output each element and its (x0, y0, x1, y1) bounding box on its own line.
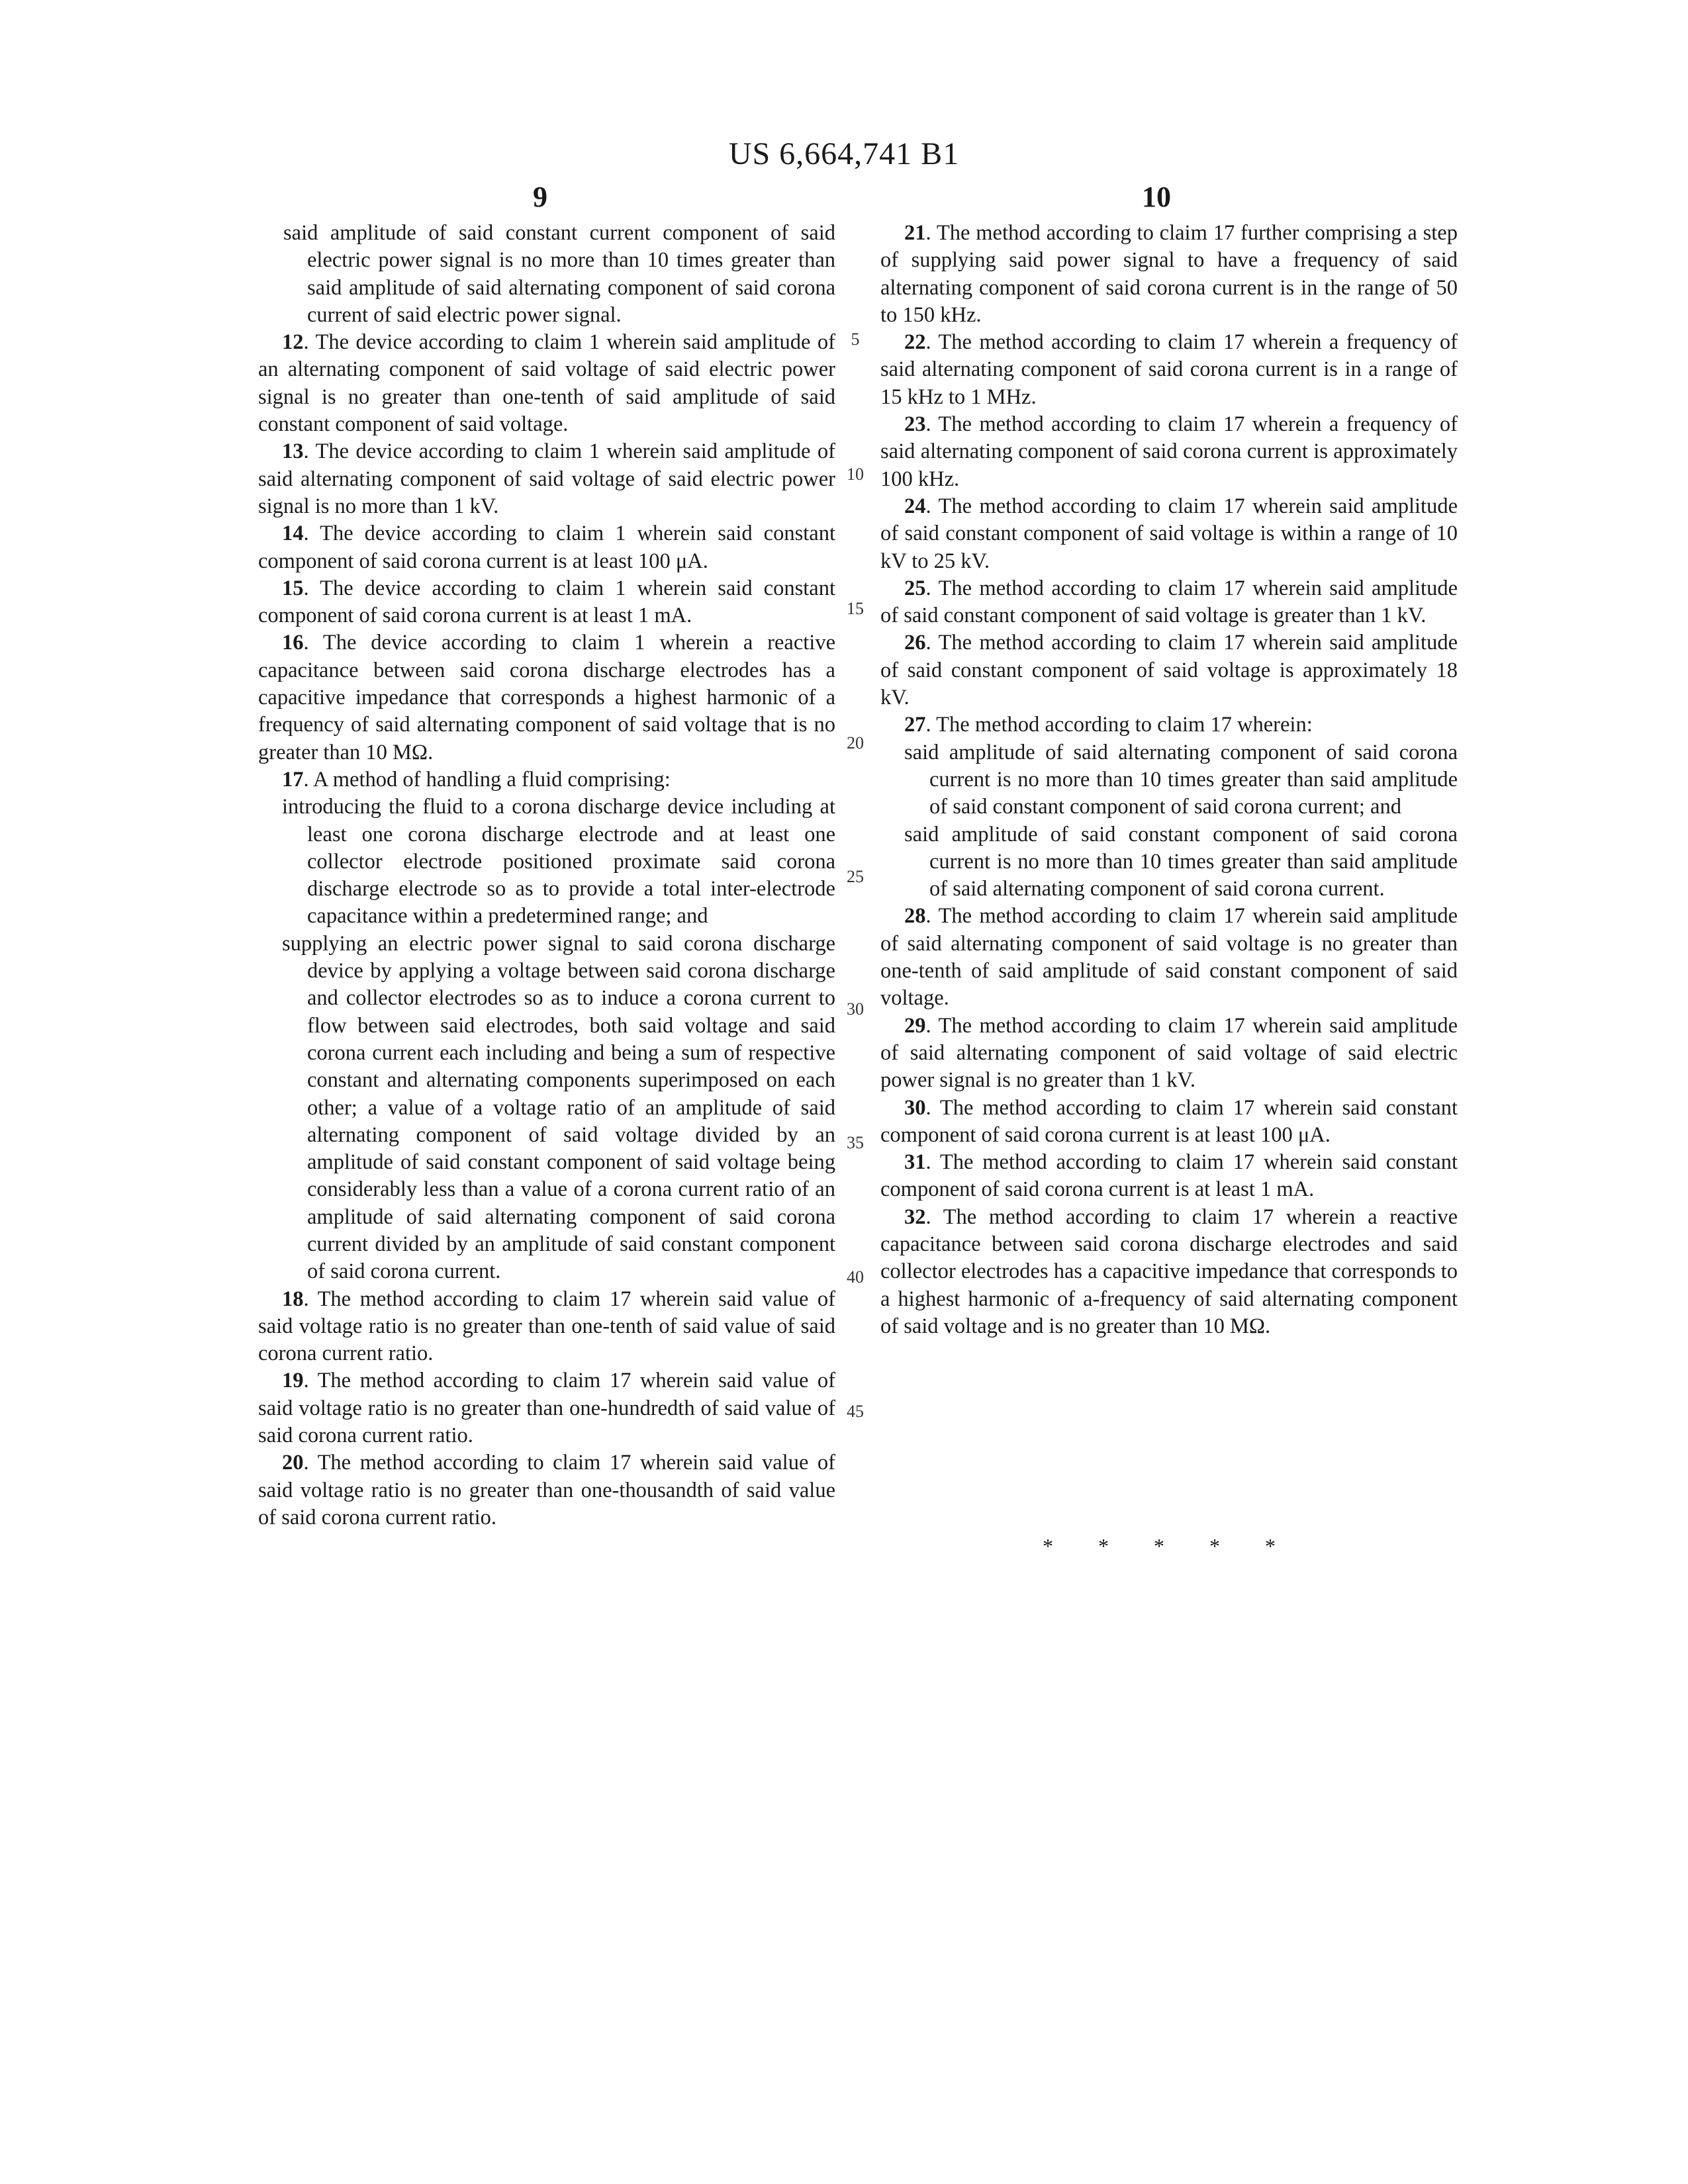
claim-text: . The method according to claim 17 wherein said amplitude of said constant component of said voltage is greater than 1 kV. (880, 576, 1458, 628)
claim-number: 14 (282, 522, 304, 546)
end-of-document-marker: * * * * * (1043, 1534, 1295, 1558)
claim-23 (880, 411, 1458, 493)
claim-text: . The method according to claim 17 wherein said amplitude of said constant component of said voltage is within a range of 10 kV to 25 kV. (880, 494, 1458, 573)
claim-text: . The method according to claim 17 wherein: (925, 713, 1313, 737)
line-number-30: 30 (847, 999, 864, 1019)
claim-number: 16 (282, 631, 304, 655)
claim-number: 18 (282, 1287, 304, 1311)
claim-number: 12 (282, 330, 304, 355)
claim-number: 31 (904, 1150, 926, 1175)
line-number-45: 45 (847, 1402, 864, 1421)
claim-number: 30 (904, 1095, 926, 1120)
column-number-right: 10 (1142, 181, 1171, 213)
claim-number: 22 (904, 330, 926, 355)
claim-15 (258, 575, 835, 630)
claim-17-step-supplying: supplying an electric power signal to said corona discharge device by applying a voltage between said corona discharge and collector electrodes so as to induce a corona current to flow between said electrodes, both said voltage and said corona current each including and being a sum of respective constant and alternating components superimposed on each other; a value of a voltage ratio of an amplitude of said alternating component of said voltage divided by an amplitude of said constant component of said voltage being considerably less than a value of a corona current ratio of an amplitude of said alternating component of said corona current divided by an amplitude of said constant component of said corona current. (282, 931, 835, 1284)
claim-number: 28 (904, 904, 926, 929)
claim-text: . The method according to claim 17 wherein said value of said voltage ratio is no greater than one-hundredth of said value of said corona current ratio. (258, 1369, 835, 1448)
claim-19 (258, 1367, 835, 1449)
claim-number: 26 (904, 631, 926, 655)
claim-number: 17 (282, 767, 304, 792)
claim-22 (880, 329, 1458, 411)
claim-31 (880, 1149, 1458, 1204)
claim-17 (258, 766, 835, 794)
claim-text: . The method according to claim 17 wherein said value of said voltage ratio is no greater than one-thousandth of said value of said corona current ratio. (258, 1451, 835, 1529)
claim-number: 25 (904, 576, 926, 600)
column-number-left: 9 (533, 181, 547, 213)
claim-16 (258, 629, 835, 766)
line-number-40: 40 (847, 1267, 864, 1287)
claim-number: 13 (282, 439, 304, 464)
claim-text: . The method according to claim 17 further comprising a step of supplying said power signal to have a frequency of said alternating component of said corona current is in the range of 50 to 150 kHz. (880, 221, 1458, 327)
line-number-15: 15 (847, 599, 864, 618)
claim-text: . The method according to claim 17 wherein said amplitude of said constant component of said voltage is approximately 18 kV. (880, 631, 1458, 710)
claim-32 (880, 1204, 1458, 1340)
patent-number: US 6,664,741 B1 (728, 136, 960, 171)
claim-text: . A method of handling a fluid comprising: (303, 767, 671, 792)
left-column (258, 220, 835, 1531)
claim-text: . The device according to claim 1 wherein said amplitude of an alternating component of said voltage of said electric power signal is no greater than one-tenth of said amplitude of said constant component of said voltage. (258, 330, 835, 437)
claim-text: . The method according to claim 17 wherein said value of said voltage ratio is no greater than one-tenth of said value of said corona current ratio. (258, 1287, 835, 1366)
right-column (880, 220, 1458, 1340)
claim-24 (880, 493, 1458, 575)
claim-12 (258, 329, 835, 438)
claim-number: 32 (904, 1205, 926, 1229)
claim-number: 29 (904, 1013, 926, 1038)
claim-number: 24 (904, 494, 926, 518)
claim-30 (880, 1095, 1458, 1150)
claim-25 (880, 575, 1458, 630)
claim-27-item-2: said amplitude of said constant component of said corona current is no more than 10 times greater than said amplitude of said alternating component of said corona current. (904, 822, 1458, 901)
claim-21 (880, 220, 1458, 329)
claim-20 (258, 1449, 835, 1531)
claim-number: 15 (282, 576, 304, 600)
claim-17-step-introducing: introducing the fluid to a corona discharge device including at least one corona discharge electrode and at least one collector electrode positioned proximate said corona discharge electrode so as to provide a total inter-electrode capacitance within a predetermined range; and (282, 795, 835, 929)
claim-number: 20 (282, 1451, 304, 1475)
claim-text: . The method according to claim 17 wherein a frequency of said alternating component of said corona current is in a range of 15 kHz to 1 MHz. (880, 330, 1458, 409)
claim-number: 21 (904, 221, 926, 245)
claim-text: . The device according to claim 1 wherein a reactive capacitance between said corona discharge electrodes has a capacitive impedance that corresponds a highest harmonic of a frequency of said alternating component of said voltage that is no greater than 10 MΩ. (258, 631, 835, 764)
claim-14 (258, 520, 835, 575)
claim-text: . The method according to claim 17 wherein said constant component of said corona current is at least 100 μA. (880, 1095, 1458, 1147)
claim-27-item-1: said amplitude of said alternating component of said corona current is no more than 10 times greater than said amplitude of said constant component of said corona current; and (904, 740, 1458, 819)
claim-18 (258, 1286, 835, 1368)
claim-text: . The method according to claim 17 wherein said amplitude of said alternating component of said voltage is no greater than one-tenth of said amplitude of said constant component of said voltage. (880, 904, 1458, 1011)
claim-text: . The method according to claim 17 wherein a frequency of said alternating component of said corona current is approximately 100 kHz. (880, 412, 1458, 491)
claim-29 (880, 1013, 1458, 1095)
claim-28 (880, 903, 1458, 1012)
claim-13 (258, 438, 835, 520)
line-number-35: 35 (847, 1133, 864, 1152)
claim-text: . The method according to claim 17 wherein said amplitude of said alternating component of said voltage of said electric power signal is no greater than 1 kV. (880, 1013, 1458, 1093)
claim-number: 27 (904, 713, 926, 737)
line-number-25: 25 (847, 867, 864, 886)
claim-text: . The method according to claim 17 wherein said constant component of said corona current is at least 1 mA. (880, 1150, 1458, 1202)
claim-27 (880, 711, 1458, 739)
line-number-20: 20 (847, 733, 864, 752)
claim-text: . The device according to claim 1 wherein said amplitude of said alternating component of said voltage of said electric power signal is no more than 1 kV. (258, 439, 835, 518)
claim-number: 19 (282, 1369, 304, 1393)
claim-26 (880, 629, 1458, 711)
line-number-5: 5 (851, 330, 860, 349)
claim-text: . The device according to claim 1 wherein said constant component of said corona current is at least 100 μA. (258, 522, 835, 573)
claim-text: . The method according to claim 17 wherein a reactive capacitance between said corona discharge electrodes and said collector electrodes has a capacitive impedance that corresponds to a highest harmonic of a-frequency of said alternating component of said voltage and is no greater than 10 MΩ. (880, 1205, 1458, 1338)
line-number-10: 10 (847, 465, 864, 484)
claim-number: 23 (904, 412, 926, 437)
claim-11-continuation: said amplitude of said constant current component of said electric power signal is no more than 10 times greater than said amplitude of said alternating component of said corona current of said electric power signal. (283, 221, 835, 327)
claim-text: . The device according to claim 1 wherein said constant component of said corona current is at least 1 mA. (258, 576, 835, 628)
